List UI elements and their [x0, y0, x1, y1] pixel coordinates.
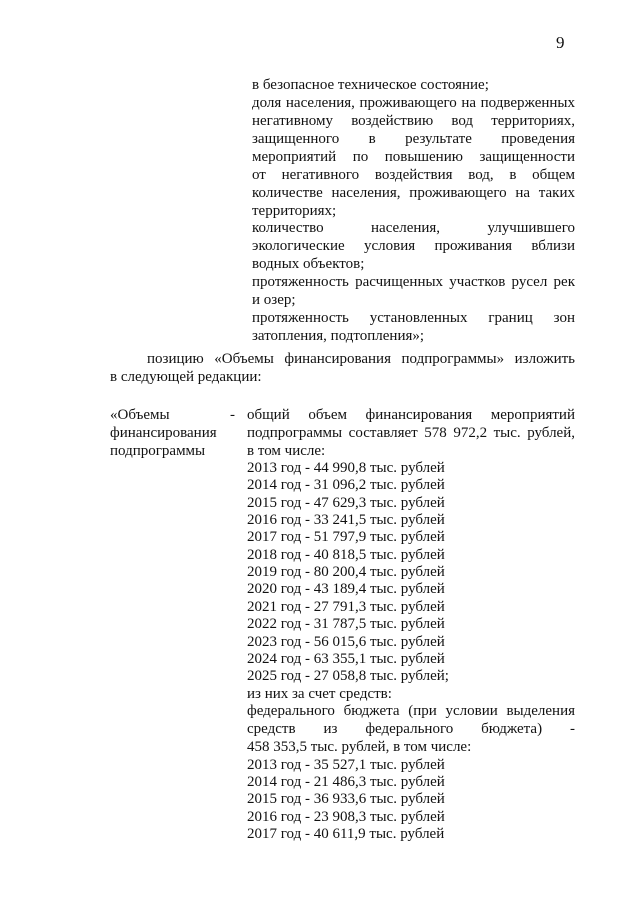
- text-line: и озер;: [252, 292, 296, 308]
- year-line: 2013 год - 44 990,8 тыс. рублей: [247, 460, 445, 476]
- text-line: защищенного в результате проведения: [252, 131, 575, 147]
- text-line: в том числе:: [247, 443, 326, 459]
- year-line: 2019 год - 80 200,4 тыс. рублей: [247, 564, 445, 580]
- text-line: территориях;: [252, 203, 337, 219]
- year-line: 2022 год - 31 787,5 тыс. рублей: [247, 616, 445, 632]
- year-line: 2023 год - 56 015,6 тыс. рублей: [247, 634, 445, 650]
- text-line: общий объем финансирования мероприятий: [247, 407, 575, 423]
- year-line: 2024 год - 63 355,1 тыс. рублей: [247, 651, 445, 667]
- text-line: количество населения, улучшившего: [252, 220, 575, 236]
- year-line: 2021 год - 27 791,3 тыс. рублей: [247, 599, 445, 615]
- label-line-3: подпрограммы: [110, 443, 206, 459]
- label-line-1: «Объемы: [110, 407, 170, 423]
- page-number: 9: [556, 33, 565, 52]
- year-line: 2020 год - 43 189,4 тыс. рублей: [247, 581, 445, 597]
- intro-line-1: позицию «Объемы финансирования подпрограммы» изложить: [147, 351, 575, 367]
- text-line: экологические условия проживания вблизи: [252, 238, 575, 254]
- text-line: мероприятий по повышению защищенности: [252, 149, 575, 165]
- year-line: 2014 год - 31 096,2 тыс. рублей: [247, 477, 445, 493]
- text-line: количестве населения, проживающего на таких: [252, 185, 575, 201]
- text-line: в безопасное техническое состояние;: [252, 77, 489, 93]
- label-line-2: финансирования: [110, 425, 217, 441]
- year-line: 2018 год - 40 818,5 тыс. рублей: [247, 547, 445, 563]
- year-line: 2017 год - 40 611,9 тыс. рублей: [247, 826, 445, 842]
- text-line: средств из федерального бюджета) -: [247, 721, 575, 737]
- text-line: 458 353,5 тыс. рублей, в том числе:: [247, 739, 472, 755]
- text-line: протяженность установленных границ зон: [252, 310, 575, 326]
- text-line: затопления, подтопления»;: [252, 328, 425, 344]
- year-line: 2015 год - 36 933,6 тыс. рублей: [247, 791, 445, 807]
- year-line: 2016 год - 33 241,5 тыс. рублей: [247, 512, 445, 528]
- year-line: 2017 год - 51 797,9 тыс. рублей: [247, 529, 445, 545]
- year-line: 2013 год - 35 527,1 тыс. рублей: [247, 757, 445, 773]
- year-line: 2014 год - 21 486,3 тыс. рублей: [247, 774, 445, 790]
- year-line: 2015 год - 47 629,3 тыс. рублей: [247, 495, 445, 511]
- text-line: от негативного воздействия вод, в общем: [252, 167, 575, 183]
- text-line: федерального бюджета (при условии выделения: [247, 703, 575, 719]
- year-line: 2016 год - 23 908,3 тыс. рублей: [247, 809, 445, 825]
- intro-line-2: в следующей редакции:: [110, 369, 262, 385]
- text-line: протяженность расчищенных участков русел рек: [252, 274, 575, 290]
- text-line: водных объектов;: [252, 256, 365, 272]
- text-line: негативному воздействию вод территориях,: [252, 113, 575, 129]
- text-line: подпрограммы составляет 578 972,2 тыс. рублей,: [247, 425, 575, 441]
- label-dash: -: [230, 407, 235, 423]
- year-line: 2025 год - 27 058,8 тыс. рублей;: [247, 668, 449, 684]
- text-line: из них за счет средств:: [247, 686, 392, 702]
- text-line: доля населения, проживающего на подверженных: [252, 95, 575, 111]
